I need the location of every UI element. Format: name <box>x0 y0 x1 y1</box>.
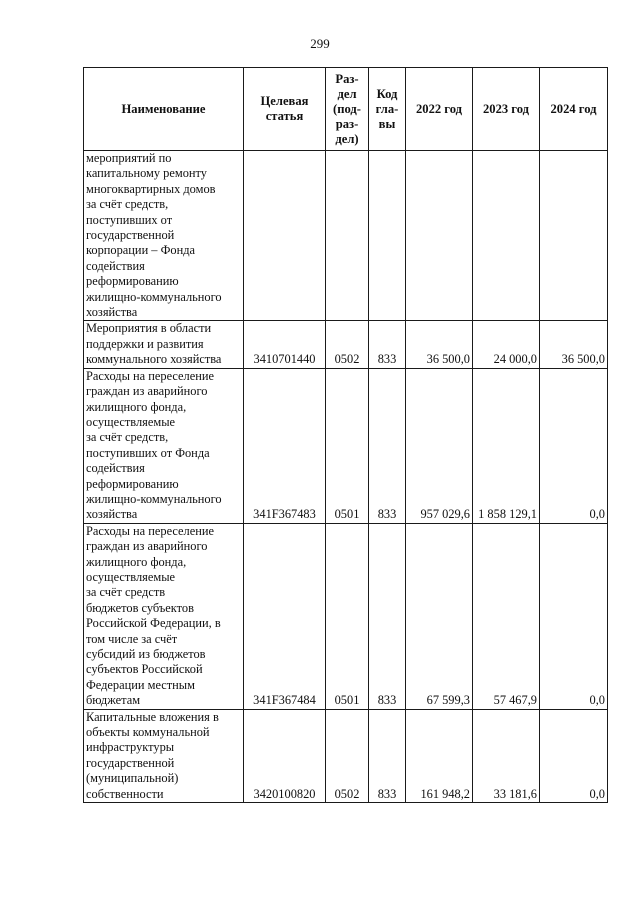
row-2022: 161 948,2 <box>406 709 473 802</box>
budget-table <box>83 67 608 803</box>
row-section: 0502 <box>326 709 369 802</box>
row-target: 3410701440 <box>244 321 326 368</box>
table-row <box>84 523 608 709</box>
row-target <box>244 151 326 321</box>
row-target: 341F367483 <box>244 368 326 523</box>
row-chapter: 833 <box>369 709 406 802</box>
table-header-row <box>84 68 608 151</box>
row-2022 <box>406 151 473 321</box>
header-year-2024: 2024 год <box>540 68 608 151</box>
row-2023: 57 467,9 <box>473 523 540 709</box>
row-section: 0502 <box>326 321 369 368</box>
row-2023: 33 181,6 <box>473 709 540 802</box>
row-2024: 0,0 <box>540 523 608 709</box>
row-name: Капитальные вложения в объекты коммунальной инфраструктуры государственной (муниципальной) собственности <box>84 709 244 802</box>
row-2022: 957 029,6 <box>406 368 473 523</box>
row-chapter <box>369 151 406 321</box>
row-name: Расходы на переселение граждан из аварийного жилищного фонда, осуществляемые за счёт средств бюджетов субъектов Российской Федерации, в том числе за счёт субсидий из бюджетов субъектов Российской Федерации местным бюджетам <box>84 523 244 709</box>
header-section: Раз- дел (под- раз- дел) <box>326 68 369 151</box>
table-row <box>84 321 608 368</box>
row-2023: 1 858 129,1 <box>473 368 540 523</box>
row-2022: 67 599,3 <box>406 523 473 709</box>
header-name: Наименование <box>84 68 244 151</box>
row-section: 0501 <box>326 523 369 709</box>
header-chapter-code: Код гла- вы <box>369 68 406 151</box>
row-2023: 24 000,0 <box>473 321 540 368</box>
row-2022: 36 500,0 <box>406 321 473 368</box>
page-number: 299 <box>310 36 330 51</box>
header-target-article: Целевая статья <box>244 68 326 151</box>
row-section: 0501 <box>326 368 369 523</box>
row-2024: 36 500,0 <box>540 321 608 368</box>
row-chapter: 833 <box>369 368 406 523</box>
row-name: Мероприятия в области поддержки и развития коммунального хозяйства <box>84 321 244 368</box>
row-2024: 0,0 <box>540 368 608 523</box>
header-year-2023: 2023 год <box>473 68 540 151</box>
row-name: мероприятий по капитальному ремонту многоквартирных домов за счёт средств, поступивших от государственной корпорации – Фонда содействия реформированию жилищно-коммунального хозяйства <box>84 151 244 321</box>
table-row <box>84 709 608 802</box>
row-2024 <box>540 151 608 321</box>
row-target: 341F367484 <box>244 523 326 709</box>
row-chapter: 833 <box>369 321 406 368</box>
row-2024: 0,0 <box>540 709 608 802</box>
table-row <box>84 368 608 523</box>
row-target: 3420100820 <box>244 709 326 802</box>
header-year-2022: 2022 год <box>406 68 473 151</box>
row-chapter: 833 <box>369 523 406 709</box>
table-row <box>84 151 608 321</box>
row-2023 <box>473 151 540 321</box>
row-name: Расходы на переселение граждан из аварийного жилищного фонда, осуществляемые за счёт средств, поступивших от Фонда содействия реформированию жилищно-коммунального хозяйства <box>84 368 244 523</box>
row-section <box>326 151 369 321</box>
